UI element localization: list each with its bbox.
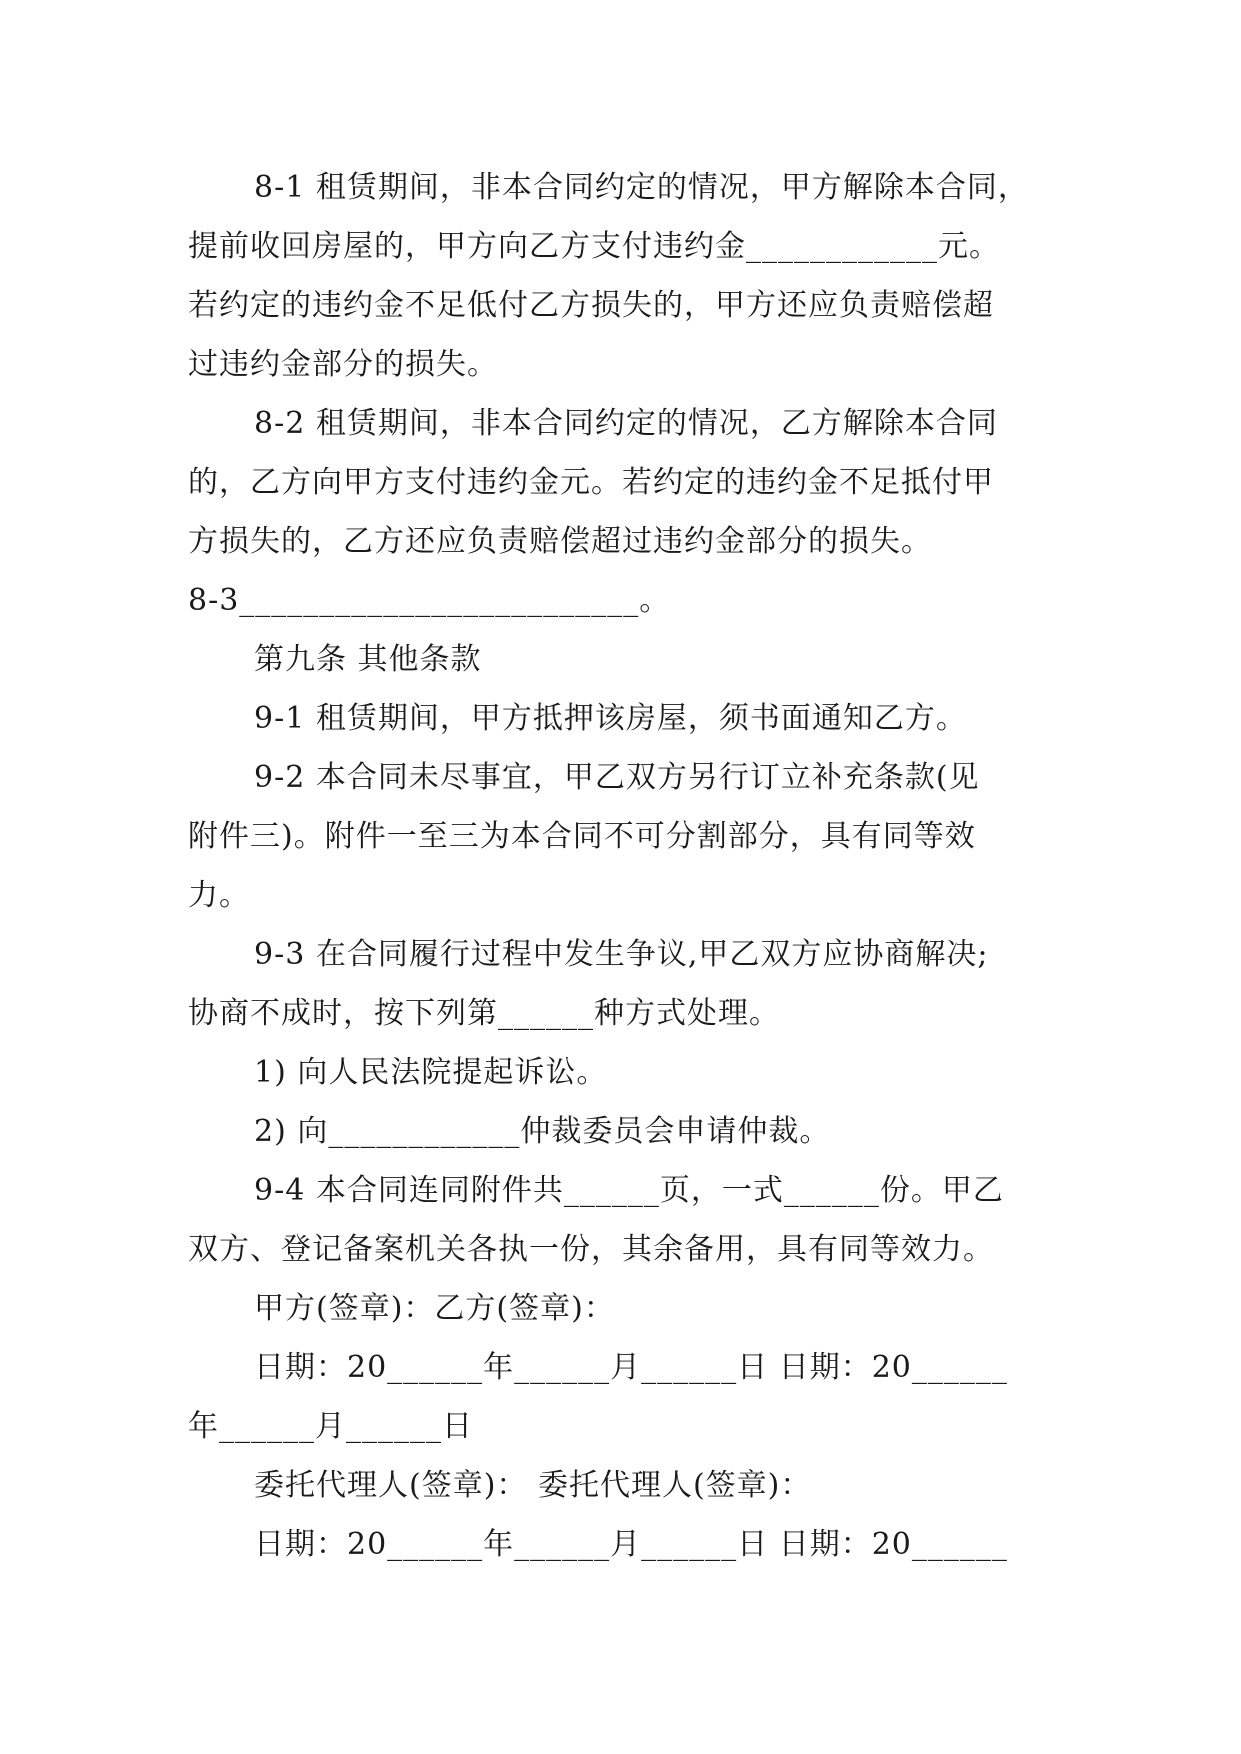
agent-date-line: 日期：20______年______月______日 日期：20______ [254,1527,1008,1562]
option-2-line: 2) 向____________仲裁委员会申请仲裁。 [254,1114,831,1149]
clause-8-2-line-1: 8-2 租赁期间，非本合同约定的情况，乙方解除本合同 [254,406,998,441]
signature-parties-line: 甲方(签章)：乙方(签章)： [254,1291,615,1326]
clause-8-3-line: 8-3_________________________。 [188,583,671,618]
clause-9-4-line-2: 双方、登记备案机关各执一份，其余备用，具有同等效力。 [188,1232,994,1267]
clause-9-4-line-1: 9-4 本合同连同附件共______页，一式______份。甲乙 [254,1173,1004,1208]
clause-9-3-line-2: 协商不成时，按下列第______种方式处理。 [188,996,780,1031]
signature-date-line-1: 日期：20______年______月______日 日期：20______ [254,1350,1008,1385]
article-9-heading: 第九条 其他条款 [254,642,482,677]
clause-8-2-line-3: 方损失的，乙方还应负责赔偿超过违约金部分的损失。 [188,524,932,559]
clause-8-1-line-1: 8-1 租赁期间，非本合同约定的情况，甲方解除本合同， [254,170,1029,205]
clause-9-3-line-1: 9-3 在合同履行过程中发生争议,甲乙双方应协商解决; [254,937,989,972]
clause-8-2-line-2: 的，乙方向甲方支付违约金元。若约定的违约金不足抵付甲 [188,465,994,500]
clause-9-2-line-3: 力。 [188,878,250,913]
clause-9-1-line: 9-1 租赁期间，甲方抵押该房屋，须书面通知乙方。 [254,701,967,736]
clause-8-1-line-3: 若约定的违约金不足低付乙方损失的，甲方还应负责赔偿超 [188,288,994,323]
clause-9-2-line-1: 9-2 本合同未尽事宜，甲乙双方另行订立补充条款(见 [254,760,980,795]
agent-signature-line: 委托代理人(签章)： 委托代理人(签章)： [254,1468,812,1503]
clause-8-1-line-2: 提前收回房屋的，甲方向乙方支付违约金____________元。 [188,229,1000,264]
clause-9-2-line-2: 附件三)。附件一至三为本合同不可分割部分，具有同等效 [188,819,976,854]
option-1-line: 1) 向人民法院提起诉讼。 [254,1055,608,1090]
clause-8-1-line-4: 过违约金部分的损失。 [188,347,498,382]
document-body [188,158,1058,1574]
signature-date-line-2: 年______月______日 [188,1409,473,1444]
